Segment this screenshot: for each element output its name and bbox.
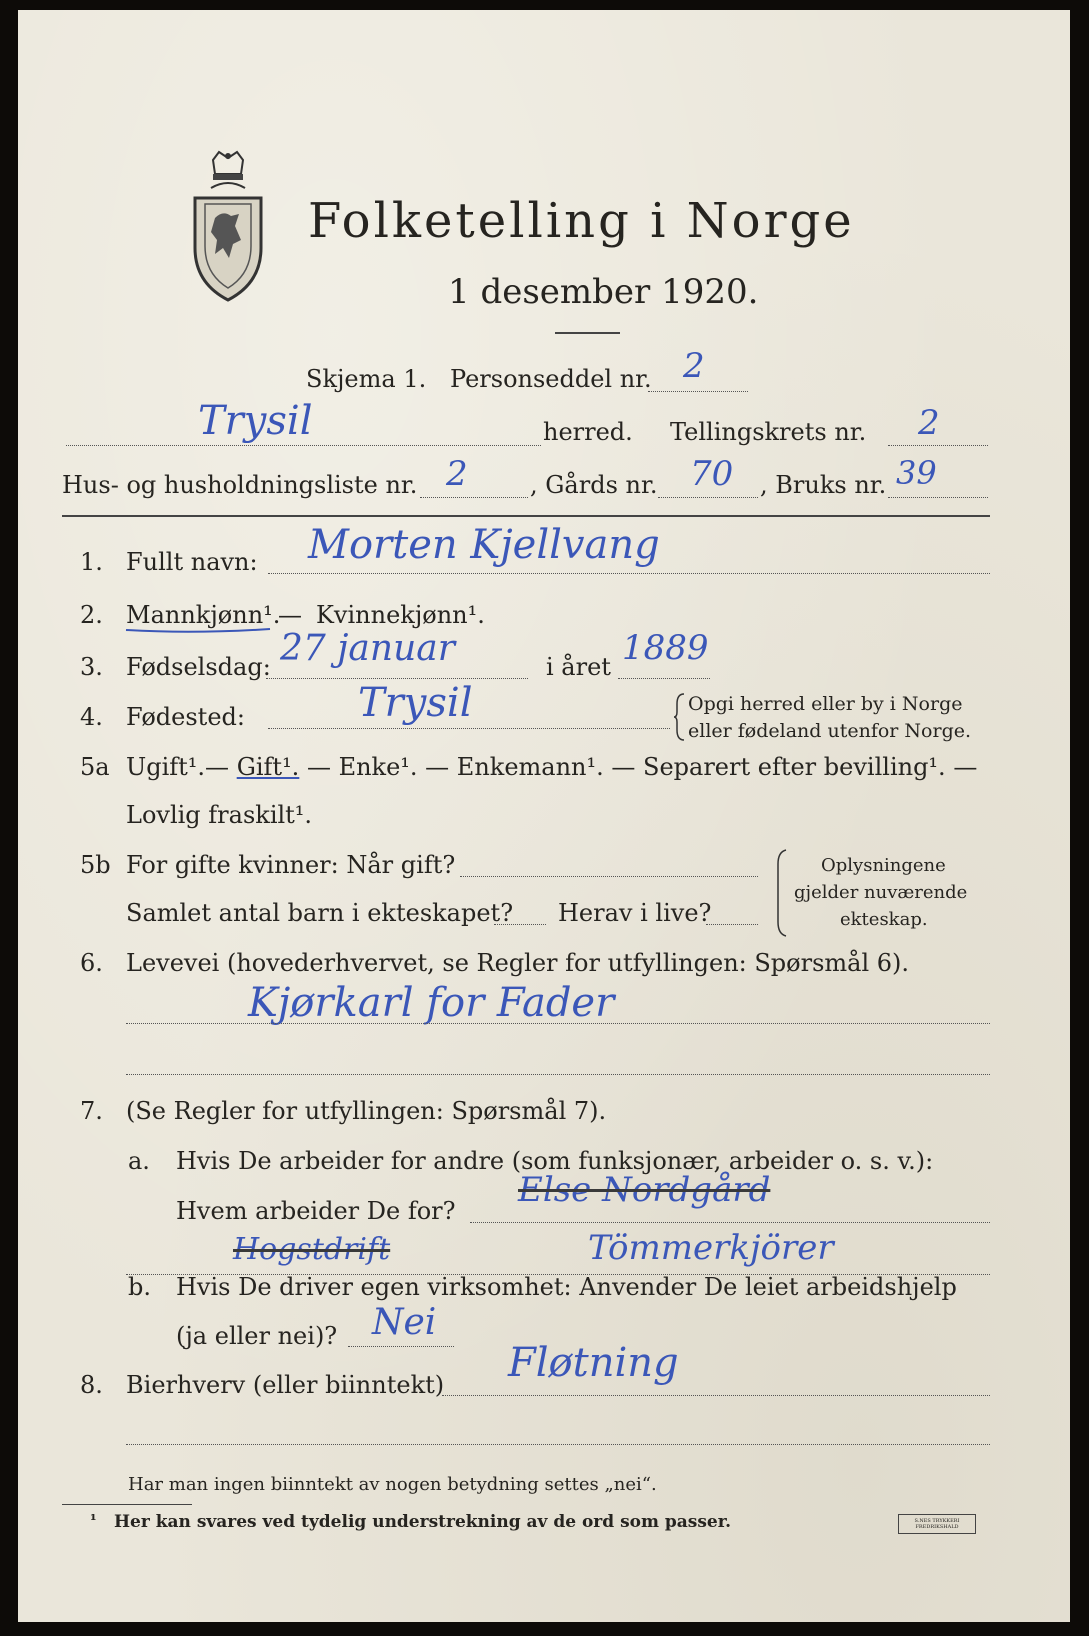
q5b-note-2: gjelder nuværende xyxy=(794,882,968,903)
gards-value[interactable]: 70 xyxy=(690,454,734,494)
coat-of-arms-icon xyxy=(183,148,273,306)
herred-label: herred. xyxy=(543,418,633,446)
q7-label: (Se Regler for utfyllingen: Spørsmål 7). xyxy=(126,1097,607,1125)
q2-number: 2. xyxy=(80,601,103,629)
q7a-letter: a. xyxy=(128,1147,150,1175)
tellingskrets-label: Tellingskrets nr. xyxy=(670,418,867,446)
q7b-question: (ja eller nei)? xyxy=(176,1322,338,1350)
schema-label: Skjema 1. xyxy=(306,365,427,393)
q5b-line-3 xyxy=(706,924,758,925)
bruks-label: , Bruks nr. xyxy=(760,471,887,499)
q7a-value2-struck[interactable]: Hogstdrift xyxy=(233,1232,391,1267)
hus-line xyxy=(420,497,528,498)
q5b-label-1: For gifte kvinner: Når gift? xyxy=(126,851,456,879)
q8-line-1 xyxy=(442,1395,990,1396)
q1-label: Fullt navn: xyxy=(126,548,258,576)
q5b-note-3: ekteskap. xyxy=(840,909,928,930)
hus-label: Hus- og husholdningsliste nr. xyxy=(62,471,418,499)
q7b-text: Hvis De driver egen virksomhet: Anvender De leiet arbeidshjelp xyxy=(176,1273,957,1301)
q3-day-value[interactable]: 27 januar xyxy=(280,628,455,669)
q5b-number: 5b xyxy=(80,851,111,879)
census-form xyxy=(18,10,1070,1622)
footer-note: Har man ingen biinntekt av nogen betydning settes „nei“. xyxy=(128,1474,657,1495)
q5b-note-1: Oplysningene xyxy=(821,855,946,876)
q7b-value[interactable]: Nei xyxy=(372,1302,437,1343)
q7a-who: Hvem arbeider De for? xyxy=(176,1197,456,1225)
q2-separator: — xyxy=(278,601,302,629)
q7a-line-1 xyxy=(470,1222,990,1223)
printer-stamp: S.NES TRYKKERI FREDRIKSHALD xyxy=(898,1514,976,1534)
tellingskrets-value[interactable]: 2 xyxy=(918,403,940,443)
q6-line-1 xyxy=(126,1023,990,1024)
q8-line-2 xyxy=(126,1444,990,1445)
gards-label: , Gårds nr. xyxy=(530,471,658,499)
q7b-line xyxy=(348,1346,454,1347)
q4-note-1: Opgi herred eller by i Norge xyxy=(688,693,963,715)
herred-value[interactable]: Trysil xyxy=(198,398,313,444)
q4-brace xyxy=(674,692,686,742)
q7a-value-struck[interactable]: Else Nordgård xyxy=(518,1170,771,1210)
q5b-bracket xyxy=(774,848,788,938)
q3-day-line xyxy=(266,678,528,679)
personseddel-value[interactable]: 2 xyxy=(683,346,705,386)
q1-value[interactable]: Morten Kjellvang xyxy=(308,522,660,568)
header-divider xyxy=(62,515,990,517)
q5a-dash: — xyxy=(205,753,237,781)
q4-value[interactable]: Trysil xyxy=(358,680,473,726)
q4-label: Fødested: xyxy=(126,703,245,731)
q3-year-line xyxy=(618,678,710,679)
q5b-label-3: Herav i live? xyxy=(558,899,712,927)
q8-label: Bierhverv (eller biinntekt) xyxy=(126,1371,445,1399)
census-date: 1 desember 1920. xyxy=(448,272,759,312)
form-title: Folketelling i Norge xyxy=(308,193,855,249)
q8-value[interactable]: Fløtning xyxy=(508,1340,679,1386)
q3-year-value[interactable]: 1889 xyxy=(622,628,709,668)
q6-label: Levevei (hovederhvervet, se Regler for utfyllingen: Spørsmål 6). xyxy=(126,949,910,977)
footnote: Her kan svares ved tydelig understrekning av de ord som passer. xyxy=(114,1512,732,1532)
q2-kvinne[interactable]: Kvinnekjønn¹. xyxy=(316,601,485,629)
hus-value[interactable]: 2 xyxy=(446,454,468,494)
q5a-gift[interactable]: Gift¹. xyxy=(236,753,300,781)
q7a-value3[interactable]: Tömmerkjörer xyxy=(588,1228,834,1268)
q5a-ugift[interactable]: Ugift¹. xyxy=(126,753,206,781)
q5b-line-2 xyxy=(494,924,546,925)
q2-mann[interactable]: Mannkjønn¹. xyxy=(126,601,281,629)
bruks-value[interactable]: 39 xyxy=(896,454,937,492)
q3-number: 3. xyxy=(80,653,103,681)
bruks-line xyxy=(888,497,988,498)
q6-number: 6. xyxy=(80,949,103,977)
footnote-rule xyxy=(62,1504,192,1505)
q3-year-label: i året xyxy=(546,653,611,681)
q5a-rest[interactable]: — Enke¹. — Enkemann¹. — Separert efter bevilling¹. — xyxy=(299,753,978,781)
q1-line xyxy=(268,573,990,574)
title-divider xyxy=(555,332,620,334)
q4-note-2: eller fødeland utenfor Norge. xyxy=(688,720,972,742)
q5a-line-2[interactable]: Lovlig fraskilt¹. xyxy=(126,801,313,829)
personseddel-line xyxy=(648,391,748,392)
q5a-number: 5a xyxy=(80,753,110,781)
tellingskrets-line xyxy=(888,445,988,446)
q5b-label-2: Samlet antal barn i ekteskapet? xyxy=(126,899,514,927)
q7a-text: Hvis De arbeider for andre (som funksjonær, arbeider o. s. v.): xyxy=(176,1147,934,1175)
q8-number: 8. xyxy=(80,1371,103,1399)
personseddel-label: Personseddel nr. xyxy=(450,365,652,393)
q1-number: 1. xyxy=(80,548,103,576)
mann-underline xyxy=(124,626,274,636)
q6-value[interactable]: Kjørkarl for Fader xyxy=(248,980,615,1026)
q3-label: Fødselsdag: xyxy=(126,653,271,681)
q6-line-2 xyxy=(126,1074,990,1075)
q5b-line-1 xyxy=(460,876,758,877)
q5a-line-1 xyxy=(126,753,977,781)
q7b-letter: b. xyxy=(128,1273,151,1301)
q4-number: 4. xyxy=(80,703,103,731)
footnote-mark: ¹ xyxy=(90,1511,97,1529)
q7-number: 7. xyxy=(80,1097,103,1125)
herred-line xyxy=(66,445,541,446)
gards-line xyxy=(658,497,758,498)
q4-line xyxy=(268,728,670,729)
